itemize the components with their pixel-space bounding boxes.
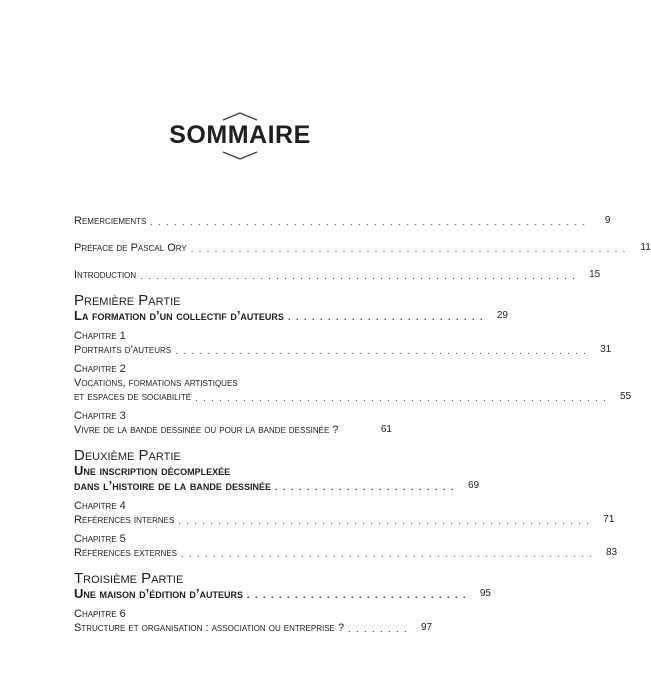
toc-entry-preface[interactable] <box>74 241 651 255</box>
page-number: 69 <box>467 480 480 491</box>
chapter-label: Chapitre 6 <box>74 608 126 620</box>
dot-leader: . . . . . . . . . . . . . . . . . . . . . . . <box>275 482 456 492</box>
dot-leader: . . . . . . . . . . . . . . . . . . . . . . . . . . . . <box>246 590 467 600</box>
dot-leader: . . . . . . . . . . . . . . . . . . . . . . . . . . . . . . . . . . . . . . . . . . . . . . . . . . . . <box>181 549 594 559</box>
toc-part-3[interactable] <box>74 586 491 601</box>
part-title: Une maison d’édition d’auteurs <box>74 586 243 601</box>
toc-chapter-4[interactable] <box>74 513 615 527</box>
page-number: 31 <box>600 344 612 355</box>
chapter-label: Chapitre 5 <box>74 533 126 545</box>
dot-leader: . . . . . . . . . . . . . . . . . . . . . . . . . . . . . . . . . . . . . . . . . . . . . . . . . . . . . . . <box>140 271 577 281</box>
toc-chapter-6[interactable] <box>74 621 433 635</box>
page-number: 29 <box>496 310 508 321</box>
toc-chapter-5[interactable] <box>74 546 618 560</box>
toc-chapter-1[interactable] <box>74 343 612 357</box>
toc-part-1[interactable] <box>74 308 508 323</box>
toc-entry-remerciements[interactable] <box>74 214 611 228</box>
dot-leader: . . . . . . . . <box>348 624 409 634</box>
page-number: 97 <box>420 622 433 633</box>
page-number: 11 <box>640 242 651 253</box>
page-number: 15 <box>589 269 601 280</box>
page-number: 95 <box>479 588 491 599</box>
page-number: 55 <box>620 391 632 402</box>
page-number: 61 <box>380 424 392 435</box>
page-title: SOMMAIRE <box>0 121 480 150</box>
page-number: 83 <box>605 547 618 558</box>
chapter-label: Chapitre 4 <box>74 500 126 512</box>
chapter-title: Structure et organisation : association ou entreprise ? <box>74 622 345 634</box>
chapter-title: Références internes <box>74 514 175 526</box>
dot-leader: . . . . . . . . . . . . . . . . . . . . . . . . . . . . . . . . . . . . . . . . . . . . . . . . . . . . <box>175 346 588 356</box>
dot-leader: . . . . . . . . . . . . . . . . . . . . . . . . . . . . . . . . . . . . . . . . . . . . . . . . . . . . . . . <box>190 244 627 254</box>
part-label: Troisième Partie <box>74 570 184 587</box>
part-label: Deuxième Partie <box>74 447 181 464</box>
chapter-title: Vivre de la bande dessinée ou pour la bande dessinée ? <box>74 424 339 436</box>
dot-leader: . . . . . . . . . . . . . . . . . . . . . . . . . <box>287 312 484 322</box>
chapter-label: Chapitre 1 <box>74 330 126 342</box>
dot-leader: . . . . . . . . . . . . . . . . . . . . . . . . . . . . . . . . . . . . . . . . . . . . . . . . . . . . . . . <box>150 217 587 227</box>
entry-label: Préface de Pascal Ory <box>74 242 187 254</box>
chapter-label: Chapitre 2 <box>74 363 126 375</box>
part-title-line: Une inscription décomplexée <box>74 463 231 478</box>
dot-leader: . . . . . . . . . . . . . . . . . . . . . . . . . . . . . . . . . . . . . . . . . . . . . . . . . . . . <box>178 516 591 526</box>
entry-label: Introduction <box>74 269 137 281</box>
toc-part-2[interactable] <box>74 478 480 493</box>
toc-chapter-2[interactable] <box>74 390 632 404</box>
dot-leader: . . . . . . . . . . . . . . . . . . . . . . . . . . . . . . . . . . . . . . . . . . . . . . . . . . . . <box>195 393 608 403</box>
toc-chapter-3[interactable] <box>74 423 392 437</box>
part-label: Première Partie <box>74 292 181 309</box>
page-number: 71 <box>603 514 615 525</box>
chapter-title: et espaces de sociabilité <box>74 391 192 403</box>
chapter-label: Chapitre 3 <box>74 410 126 422</box>
entry-label: Remerciements <box>74 215 147 227</box>
chapter-title: Références externes <box>74 547 178 559</box>
part-title: dans l’histoire de la bande dessinée <box>74 478 272 493</box>
chapter-title-line: Vocations, formations artistiques <box>74 377 238 389</box>
chapter-title: Portraits d’auteurs <box>74 344 172 356</box>
table-of-contents <box>74 214 651 635</box>
page-number: 9 <box>604 215 611 226</box>
part-title: La formation d’un collectif d’auteurs <box>74 308 284 323</box>
toc-entry-introduction[interactable] <box>74 268 601 282</box>
